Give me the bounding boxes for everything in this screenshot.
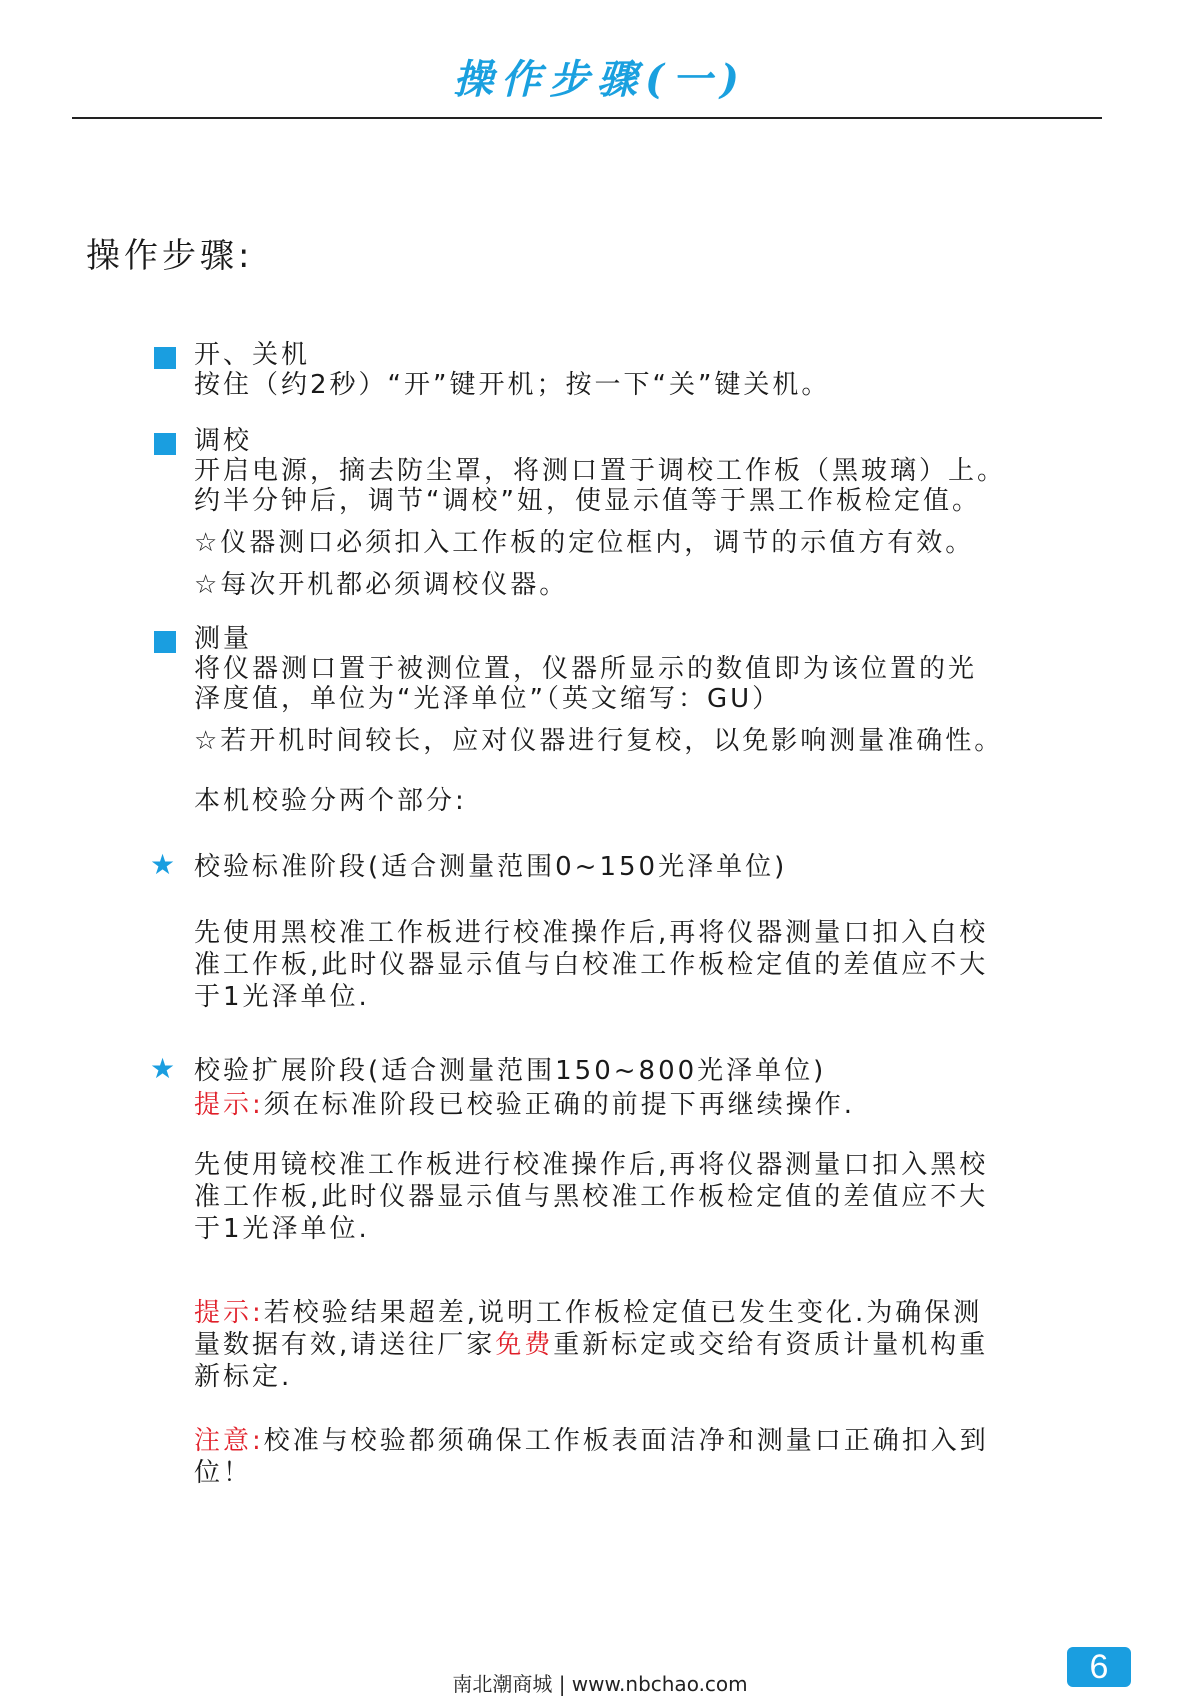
stage-title-row	[150, 1052, 1080, 1086]
stage-title: 校验扩展阶段(适合测量范围150~800光泽单位)	[194, 1056, 827, 1086]
stage-line: 于1光泽单位.	[194, 1214, 370, 1244]
notice-block	[150, 1426, 1080, 1488]
notice-text: 校准与校验都须确保工作板表面洁净和测量口正确扣入到	[263, 1426, 989, 1456]
section-note: ☆仪器测口必须扣入工作板的定位框内，调节的示值方有效。	[194, 528, 975, 558]
tip-line	[150, 1330, 1080, 1360]
section-line: 泽度值，单位为“光泽单位”（英文缩写：GU）	[194, 684, 782, 714]
stage-title: 校验标准阶段(适合测量范围0~150光泽单位)	[194, 852, 788, 882]
section-measure	[150, 624, 1080, 756]
section-title-row	[150, 426, 1080, 456]
tip-line: 新标定.	[194, 1362, 293, 1392]
header-divider	[72, 117, 1102, 119]
stage-line: 于1光泽单位.	[194, 982, 370, 1012]
section-power	[150, 340, 1080, 400]
page-number-badge: 6	[1067, 1647, 1131, 1687]
section-note: ☆每次开机都必须调校仪器。	[194, 570, 569, 600]
free-highlight: 免费	[495, 1330, 554, 1360]
footer-text: 南北潮商城 | www.nbchao.com	[452, 1672, 748, 1696]
section-line: 按住（约2秒）“开”键开机；按一下“关”键关机。	[194, 370, 831, 400]
star-bullet-icon: ★	[150, 1052, 176, 1085]
section-title: 开、关机	[194, 340, 311, 370]
tip-text: 量数据有效,请送往厂家	[194, 1330, 496, 1360]
extended-stage	[150, 1052, 1080, 1244]
square-bullet-icon	[154, 347, 176, 369]
tip-line	[150, 1298, 1080, 1328]
star-bullet-icon: ★	[150, 848, 176, 881]
notice-label: 注意:	[194, 1426, 264, 1456]
section-line: 约半分钟后，调节“调校”妞，使显示值等于黑工作板检定值。	[194, 486, 981, 516]
section-title-row	[150, 624, 1080, 654]
section-title: 调校	[194, 426, 253, 456]
tip-block	[150, 1298, 1080, 1392]
section-note: ☆若开机时间较长，应对仪器进行复校，以免影响测量准确性。	[194, 726, 1004, 756]
header-title: 操作步骤(一)	[453, 56, 747, 103]
tip-label: 提示:	[194, 1298, 264, 1328]
stage-tip	[150, 1090, 1080, 1120]
stage-line: 先使用镜校准工作板进行校准操作后,再将仪器测量口扣入黑校	[194, 1150, 989, 1180]
notice-line: 位！	[194, 1458, 253, 1488]
standard-stage	[150, 848, 1080, 1012]
tip-text: 须在标准阶段已校验正确的前提下再继续操作.	[263, 1090, 856, 1120]
notice-line	[150, 1426, 1080, 1456]
tip-text: 重新标定或交给有资质计量机构重	[553, 1330, 989, 1360]
section-calibrate	[150, 426, 1080, 600]
verify-intro: 本机校验分两个部分:	[194, 786, 467, 816]
section-title: 测量	[194, 624, 253, 654]
square-bullet-icon	[154, 433, 176, 455]
tip-text: 若校验结果超差,说明工作板检定值已发生变化.为确保测	[263, 1298, 983, 1328]
page-heading: 操作步骤:	[86, 236, 254, 276]
section-line: 开启电源，摘去防尘罩，将测口置于调校工作板（黑玻璃）上。	[194, 456, 1007, 486]
section-title-row	[150, 340, 1080, 370]
section-line: 将仪器测口置于被测位置，仪器所显示的数值即为该位置的光	[194, 654, 978, 684]
tip-label: 提示:	[194, 1090, 264, 1120]
square-bullet-icon	[154, 631, 176, 653]
stage-title-row	[150, 848, 1080, 882]
stage-line: 准工作板,此时仪器显示值与白校准工作板检定值的差值应不大	[194, 950, 989, 980]
stage-line: 先使用黑校准工作板进行校准操作后,再将仪器测量口扣入白校	[194, 918, 989, 948]
verify-intro-block	[150, 786, 1080, 816]
stage-line: 准工作板,此时仪器显示值与黑校准工作板检定值的差值应不大	[194, 1182, 989, 1212]
